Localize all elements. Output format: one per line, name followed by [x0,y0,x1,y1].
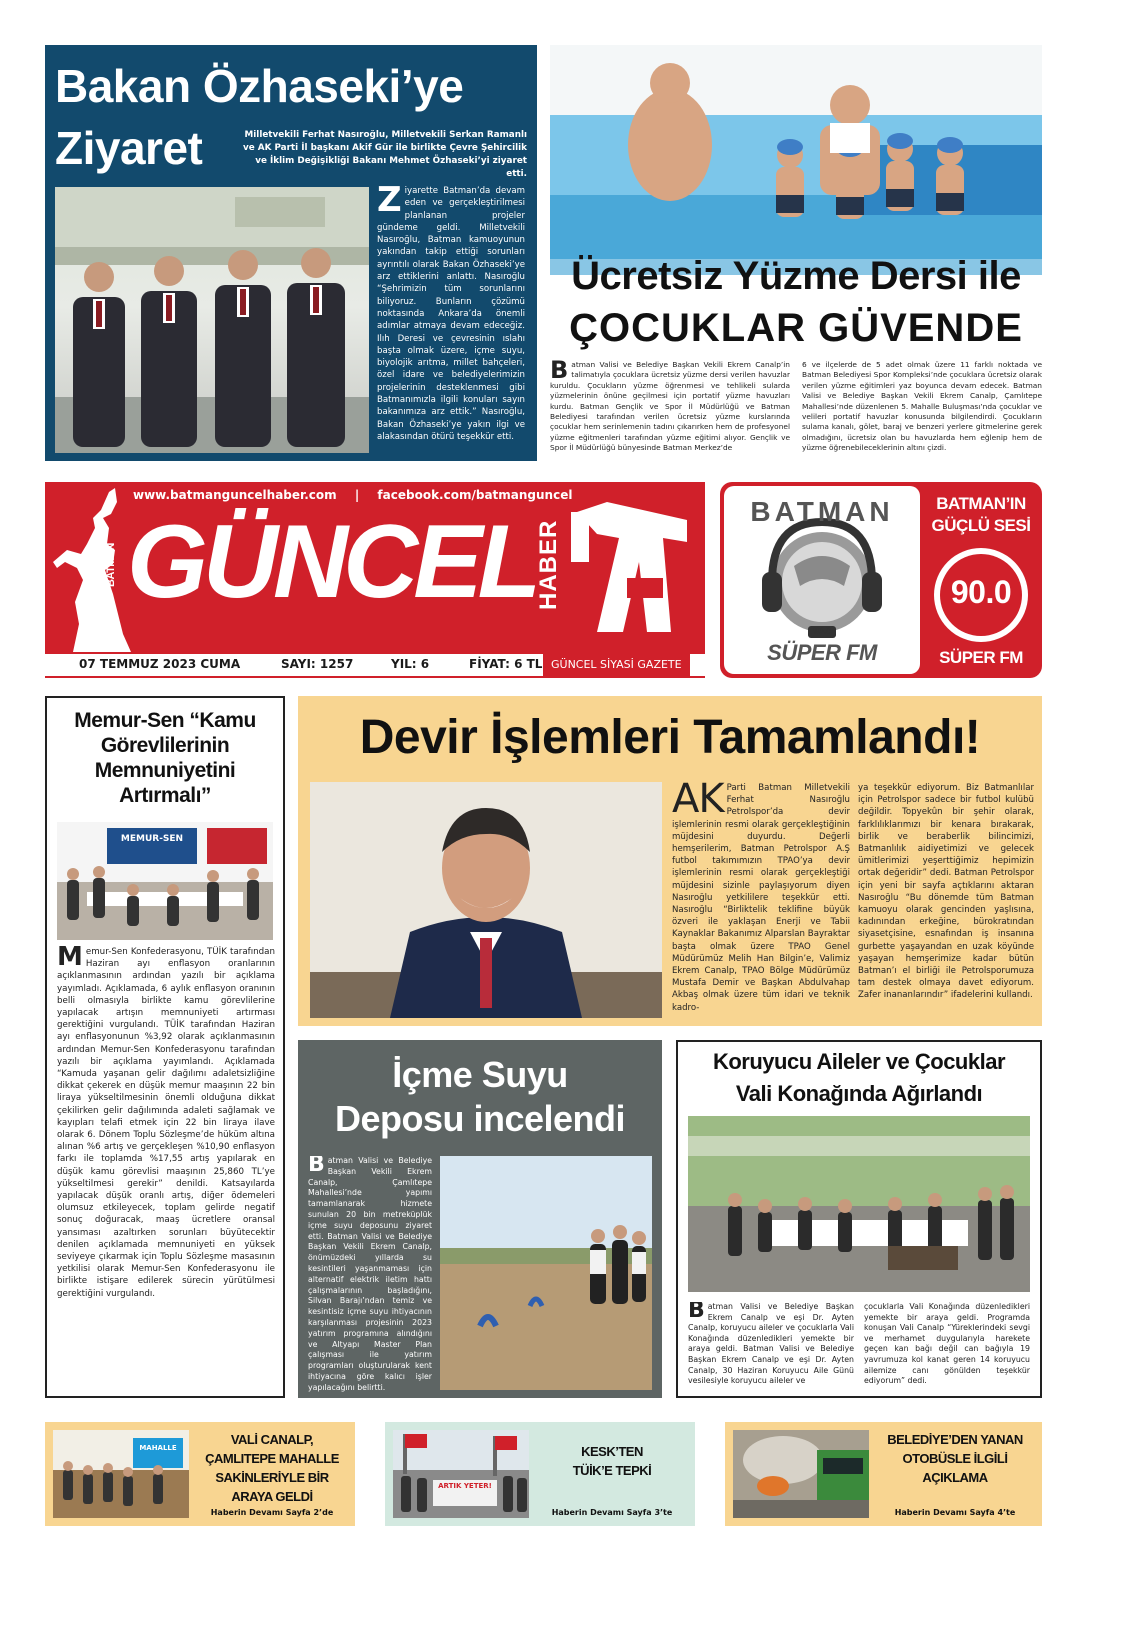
oil-pump-icon [567,492,705,632]
tagline-badge: GÜNCEL SİYASİ GAZETE [543,654,690,676]
teaser-2-ref: Haberin Devamı Sayfa 3’te [551,1508,673,1517]
dropcap: M [57,946,83,972]
frequency-badge [934,548,1028,642]
families-title-line2: Vali Konağında Ağırlandı [735,1081,983,1106]
main-body-text2: ya teşekkür ediyorum. Biz Batmanlılar için Petrolspor sadece bir futbol kulübü değildir. Topyekûn bir şehir olarak, farklılıklarımızı bir kenara bırakarak, birlik ve beraberlik bilincimizi, Batmanlılık aidiyetimizi ve gelecek ümitlerimizi yeşerttiğimiz hepimizin ortak değeridir” dedi. Batman Petrolspor için yeni bir sayfa açtıklarını aktaran Nasıroğlu “Bu dönemde tüm Batman kamuoyu olarak gencinden yaşlısına, kadınından erkeğine, bürokratından siyasetçisine, esnafından iş insanına gurbette yaşayandan en uzak köyünde yaşayan hemşerimize kadar bütün Batman’ı el birliği ile Petrolsporumuza tam destek olmaya davet ediyorum. Zafer inananlarındır” ifadelerini kullandı. [858,783,1034,1001]
issue-price: FİYAT: 6 TL [469,657,543,671]
water-tank-photo [440,1156,652,1390]
radio-ad [720,482,1042,678]
facebook-link[interactable]: facebook.com/batmanguncel [377,488,573,502]
water-title-line1: İçme Suyu [392,1054,568,1095]
families-body-text2: çocuklarla Vali Konağında düzenledikleri yemekte bir araya geldi. Programda konuşan Vali Canalp “Yüreklerindeki sevgi ve merhamet duygularıyla harekete geçen kan bağı değil can bağıyla 19 yavrumuza kol kanat geren 14 koruyucu ailemize canı gönülden teşekkür ediyorum” dedi. [864,1302,1030,1386]
station-name: SÜPER FM [939,648,1023,667]
swimming-illustration [550,45,1042,275]
portrait-illustration [310,782,662,1018]
teaser-2[interactable] [385,1422,695,1526]
masthead-links [133,488,572,502]
memursen-photo [57,822,273,940]
swim-body-col2 [802,360,1042,462]
memursen-story [45,696,285,1398]
teaser-2-illustration [393,1430,529,1518]
dropcap: AK [672,782,724,822]
dropcap: Z [377,185,402,220]
swim-title-line2: ÇOCUKLAR GÜVENDE [569,306,1023,350]
teaser-3-illustration [733,1430,869,1518]
dropcap: B [550,360,569,384]
memursen-banner: MEMUR-SEN [120,834,184,844]
radio-logo-panel [724,486,920,674]
dropcap: B [688,1302,705,1323]
memursen-body-text: emur-Sen Konfederasyonu, TÜİK tarafından Haziran ayı enflasyon oranlarının açıklanmasının ardından yazılı bir açıklama yayımladı. Açıklamada, 6 aylık enflasyon oranının belli olmasıyla birlikte kamu görevlilerine yapılacak artışın memnuniyeti artırması gerektiğini vurgulandı. TÜİK tarafından Haziran ayı enflasyonunun %3,92 olarak açıklanmasının ardından Memur-Sen Konfederasyonu tarafından yazılı bir açıklama yayımlandı. Açıklamada “Kamuda yaşanan gelir dağılımı adaletsizliğine dikkat çekerek en düşük memur maaşının 22 bin liraya yükseltilmesinin önemli olduğuna dikkat çekilirken gelir dağılımında adaleti sağlamak ve kayıpları telafi etmek için 22 bin liraya ilave olarak 6. Dönem Toplu Sözleşme’de hüküm altına alınan %6 artış ve gerçekleşen %10,90 enflasyon farkı ile toplamda %17,55 artış yapılarak en düşük kamu görevlisi maaşının 25,860 TL’ye yükseltilmesi gerekir” denildi. Katsayılarda yapılacak düşük oranlı artış, diğer ödemeleri olumsuz etkileyecek, toplam gelirde negatif sonuç doğuracak, maaş ücretlere oransal yansıması azaltırken sorunları büyütecektir denilen açıklamada memnuniyeti en yüksek seviyeye çıkarmak için Toplu Sözleşme masasının yetkilisi olarak Memur-Sen Konfederasyonu ile birlikte istişare edilerek sürecin yürütülmesi gerektiğini vurgulandı. [57,947,275,1299]
dropcap: B [308,1156,325,1177]
story-body-text: iyarette Batman’da devam eden ve gerçekleştirilmesi planlanan projeler gündeme geldi. Milletvekili Nasıroğlu, Batman kamuoyunun yakından takip ettiği sorunları ayrıntılı olarak Bakan Özhaseki’ye arz ettiklerini anlattı. Nasıroğlu “Şehrimizin tüm sorunlarını biliyoruz. Bunların çözümü noktasında Ankara’da önemli adımlar atmaya devam edeceğiz. Ilıh Deresi ve çevresinin ıslahı başta olmak üzere, içme suyu, biyolojik arıtma, millet bahçeleri, özel idare ve belediyelerimizin projelerinin desteklenmesi gibi Batmanımızla ilgili konuları sayın bakanımıza arz ettik.” Nasıroğlu, Bakan Özhaseki’ye yakın ilgi ve alakasından ötürü teşekkür etti. [377,186,525,442]
families-body-col1 [688,1302,854,1394]
teaser-1-ref: Haberin Devamı Sayfa 2’de [210,1508,334,1517]
radio-slogan-line2: GÜÇLÜ SESİ [931,516,1031,535]
teaser-2-photo [393,1430,529,1518]
story-title-line2: Ziyaret [55,122,203,174]
mp-portrait-photo [310,782,662,1018]
teaser-2-headline: KESK’TEN TÜİK’E TEPKİ [572,1444,652,1478]
swim-body-col1 [550,360,790,462]
story-deck: Milletvekili Ferhat Nasıroğlu, Milletvekili Serkan Ramanlı ve AK Parti İl başkanı Akif Gür ile birlikte Çevre Şehircilik ve İklim Değişikliği Bakanı Mehmet Özhaseki’yi ziyaret etti. [243,130,527,179]
radio-logo-freq: 90.0 [813,626,831,637]
swim-body-text2: 6 ve ilçelerde de 5 adet olmak üzere 11 farklı noktada ve Batman Belediyesi Spor Kompleksi’nde çocuklara ücretsiz olarak verilen yüzme eğitimleri yaz boyunca devam edecek. Batman Valisi ve Belediye Başkan Vekili Ekrem Canalp, Çamlıtepe Mahallesi’nde düzenlenen 5. Mahalle Buluşması’nda çocuklar ve velileri portatif havuzlar konusunda bilgilendirdi. Çocukların sulama kanalı, gölet, baraj ve benzeri yerlere gitmelerine gerek olmadığını, ücretsiz olan bu havuzlarda hem eğlenip hem de yüzme öğrenebileceklerinin altını çizdi. [802,360,1042,453]
logo-main: GÜNCEL [127,504,537,620]
logo-vertical: HABER [535,519,562,610]
swim-body-text1: atman Valisi ve Belediye Başkan Vekili Ekrem Canalp’in talimatıyla çocuklara ücretsiz yüzme dersi verilen havuzlar kuruldu. Çocukların yüzme öğrenmesi ve tehlikeli sularda yüzmelerinin önüne geçilmesi için portatif yüzme havuzları kurdu. Batman Gençlik ve Spor İl Müdürlüğü ve Batman Belediyesi tarafından verilen ücretsiz yüzme kurslarında çocuklar hem serinlemenin tadını çıkarırken hem de profesyonel yüzme eğitmenleri tarafından yüzme eğitimi alıyor. Gençlik ve Spor İl Müdürlüğü bünyesinde Batman Merkez’de [550,360,790,453]
story-body [377,185,525,455]
main-story [298,696,1042,1026]
main-body-col1 [672,782,850,1018]
officials-photo [55,187,369,453]
radio-logo-bottom: SÜPER FM [767,640,877,665]
main-body-col2 [858,782,1034,1018]
memursen-title: Memur-Sen “Kamu Görevlilerinin Memnuniyetini Artırmalı” [74,709,256,807]
story-title-line1: Bakan Özhaseki’ye [55,60,464,112]
teaser-3-photo [733,1430,869,1518]
families-title-line1: Koruyucu Aileler ve Çocuklar [712,1049,1006,1074]
issue-number: SAYI: 1257 [281,657,354,671]
website-link[interactable]: www.batmanguncelhaber.com [133,488,337,502]
families-body-text1: atman Valisi ve Belediye Başkan Ekrem Canalp ve eşi Dr. Ayten Canalp, koruyucu aileler ve çocuklarla Vali Konağında düzenledikleri yemekte bir araya geldi. Batman Valisi ve Belediye Başkan Ekrem Canalp ve eşi Dr. Ayten Canalp, 30 Haziran Koruyucu Aile Günü vesilesiyle koruyucu aileler ve [688,1302,854,1386]
main-body-text1: Parti Batman Milletvekili Ferhat Nasıroğlu Petrolspor’da devir işlemlerinin resmi olarak gerçekleştiğinin müjdesini duyurdu. Değerli hemşerilerim, Batman Petrolspor A.Ş futbol takımımızın TPAO’ya devir işlemlerinin resmi olarak gerçekleştiği müjdesini sizinle paylaşıyorum diyen Nasıroğlu yetkililere teşekkür etti. Nasıroğlu “Birliktelik teklifine büyük özveri ile yaklaşan Enerji ve Tabii Kaynaklar Bakanımız Alparslan Bayraktar başta olmak üzere TPAO Genel Müdürümüz Melih Han Bilgin’e, Valimiz Ekrem Canalp, TPAO Bölge Müdürümüz Mustafa Demir ve Başkan Abdulvahap Akbaş olmak üzere tüm idari ve teknik kadro- [672,783,850,1013]
water-tank-illustration [440,1156,652,1390]
families-story [676,1040,1042,1398]
officials-illustration [55,187,369,453]
water-title-line2: Deposu incelendi [334,1098,626,1139]
teaser-3-ref: Haberin Devamı Sayfa 4’te [894,1508,1016,1517]
masthead [45,482,705,654]
swim-title-line1: Ücretsiz Yüzme Dersi ile [571,254,1021,298]
logo-small: BATMAN [105,543,117,587]
frequency-value: 90.0 [950,574,1012,610]
families-illustration [688,1116,1030,1292]
radio-slogan-line1: BATMAN’IN [936,494,1026,513]
swimming-photo [550,45,1042,275]
masthead-footer [45,654,705,678]
teaser-1[interactable] [45,1422,355,1526]
teaser-3[interactable] [725,1422,1042,1526]
teaser-3-headline: BELEDİYE’DEN YANAN OTOBÜSLE İLGİLİ AÇIKLAMA [887,1432,1023,1485]
teaser-1-photo [53,1430,189,1518]
teaser-2-photo-text: ARTIK YETER! [438,1482,492,1490]
water-story [298,1040,662,1398]
water-body-text: atman Valisi ve Belediye Başkan Vekili Ekrem Canalp, Çamlıtepe Mahallesi’nde yapımı tamamlanarak hizmete sunulan 20 bin metreküplük içme suyu deposunu ziyaret etti. Batman Valisi ve Belediye Başkan Vekili Ekrem Canalp, önümüzdeki yıllarda su kesintileri yaşanmaması için alternatif elektrik iletim hattı çalışmalarının başladığını, Silvan Barajı’ndan temiz ve kesintisiz içme suyu ihtiyacının karşılanması projesinin 2023 yatırım programına alındığını ve Altyapı Master Plan çalışması ile yatırım programları oluşturularak kent ihtiyacına göre kalıcı işler yapılacağını belirtti. [308,1156,432,1392]
issue-date: 07 TEMMUZ 2023 CUMA [79,657,241,671]
teaser-1-headline: VALİ CANALP, ÇAMLITEPE MAHALLE SAKİNLERİYLE BİR ARAYA GELDİ [205,1432,339,1504]
memursen-body [57,946,275,1390]
issue-year: YIL: 6 [391,657,430,671]
radio-logo-top: BATMAN [750,496,894,527]
links-separator: | [354,488,360,502]
families-photo [688,1116,1030,1292]
teaser-1-photo-text: MAHALLE [139,1444,177,1452]
top-left-story [45,45,537,461]
water-body [308,1156,432,1392]
families-body-col2 [864,1302,1030,1394]
main-title: Devir İşlemleri Tamamlandı! [359,711,981,764]
